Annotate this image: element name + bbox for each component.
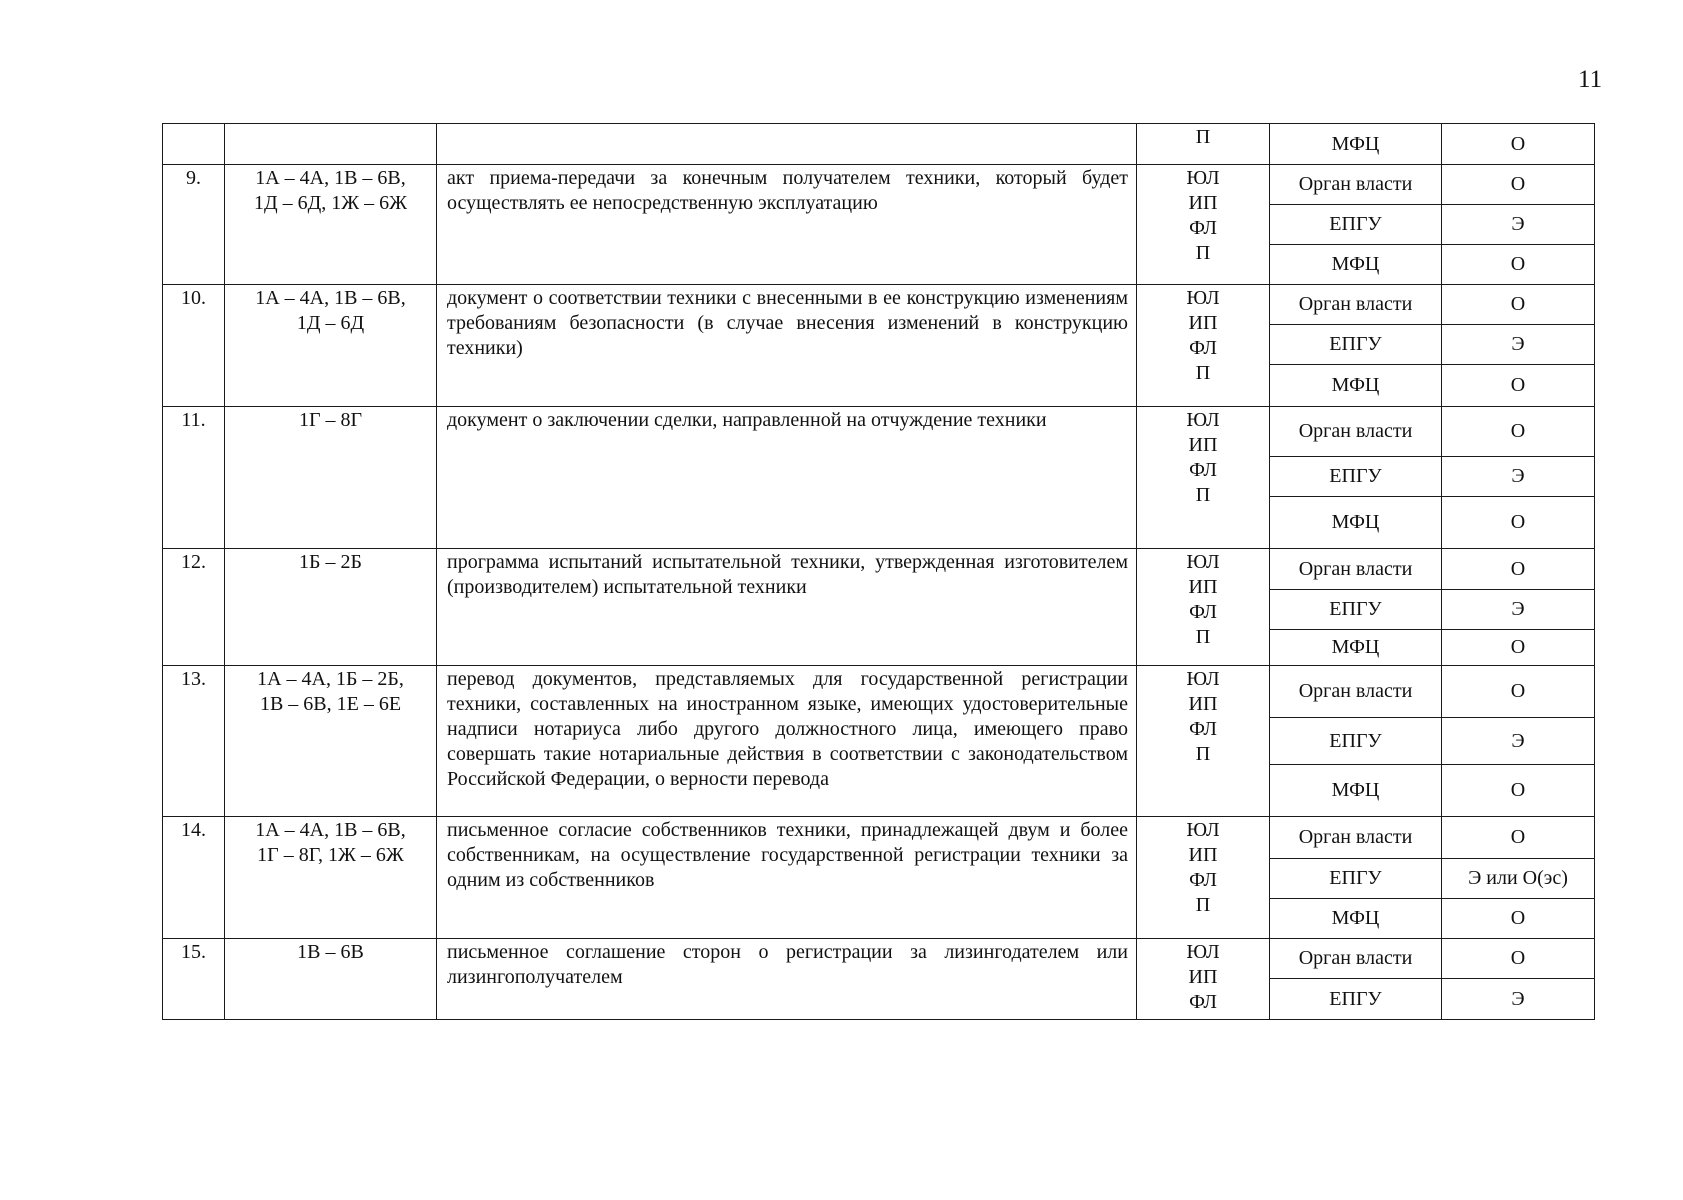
submission-form: Э xyxy=(1442,205,1595,245)
submission-form: О xyxy=(1442,497,1595,549)
applicant-type: ЮЛ xyxy=(1186,409,1220,431)
applicant-types xyxy=(1137,124,1270,165)
category-line: 1В – 6В xyxy=(297,941,364,963)
applicant-type: ИП xyxy=(1188,192,1218,214)
submission-form: О xyxy=(1442,285,1595,325)
applicant-type: ФЛ xyxy=(1189,601,1217,623)
vehicle-categories xyxy=(225,407,437,549)
category-line: 1В – 6В, 1Е – 6Е xyxy=(259,693,402,715)
submission-channel: Орган власти xyxy=(1270,285,1442,325)
row-number: 15. xyxy=(163,939,225,1020)
table-row xyxy=(163,285,1595,325)
submission-form: О xyxy=(1442,939,1595,979)
submission-channel: МФЦ xyxy=(1270,765,1442,817)
document-description: перевод документов, представляемых для государственной регистрации техники, составленных на иностранном языке, имеющих удостоверительные надписи нотариуса либо другого должностного лица, имеющего право совершать такие нотариальные действия в соответствии с законодательством Российской Федерации, о верности перевода xyxy=(437,666,1137,817)
category-line: 1Г – 8Г xyxy=(298,409,363,431)
submission-channel: ЕПГУ xyxy=(1270,859,1442,899)
applicant-type: П xyxy=(1195,626,1211,648)
document-description: письменное соглашение сторон о регистрации за лизингодателем или лизингополучателем xyxy=(437,939,1137,1020)
submission-channel: МФЦ xyxy=(1270,497,1442,549)
submission-channel: ЕПГУ xyxy=(1270,205,1442,245)
submission-channel: ЕПГУ xyxy=(1270,718,1442,765)
submission-channel: ЕПГУ xyxy=(1270,325,1442,365)
submission-channel: Орган власти xyxy=(1270,407,1442,457)
table-row xyxy=(163,666,1595,718)
applicant-type: ФЛ xyxy=(1189,869,1217,891)
row-number: 14. xyxy=(163,817,225,939)
applicant-type: ИП xyxy=(1188,966,1218,988)
applicant-types xyxy=(1137,666,1270,817)
applicant-type: П xyxy=(1195,362,1211,384)
submission-form: Э xyxy=(1442,718,1595,765)
category-line: 1Б – 2Б xyxy=(299,551,362,573)
category-line: 1Д – 6Д xyxy=(296,312,365,334)
applicant-type: ФЛ xyxy=(1189,337,1217,359)
applicant-type: ЮЛ xyxy=(1186,167,1220,189)
submission-form: Э xyxy=(1442,457,1595,497)
applicant-type: ФЛ xyxy=(1189,217,1217,239)
applicant-type: ЮЛ xyxy=(1186,941,1220,963)
applicant-type: ИП xyxy=(1188,693,1218,715)
vehicle-categories xyxy=(225,549,437,666)
submission-form: О xyxy=(1442,817,1595,859)
category-line: 1А – 4А, 1В – 6В, xyxy=(255,167,406,189)
document-description xyxy=(437,124,1137,165)
row-number: 13. xyxy=(163,666,225,817)
submission-channel: МФЦ xyxy=(1270,899,1442,939)
submission-form: Э xyxy=(1442,325,1595,365)
category-line: 1А – 4А, 1В – 6В, xyxy=(255,819,406,841)
submission-form: Э xyxy=(1442,590,1595,630)
applicant-types xyxy=(1137,817,1270,939)
submission-channel: МФЦ xyxy=(1270,630,1442,666)
vehicle-categories xyxy=(225,165,437,285)
vehicle-categories xyxy=(225,817,437,939)
applicant-type: П xyxy=(1195,894,1211,916)
submission-form: О xyxy=(1442,365,1595,407)
submission-channel: Орган власти xyxy=(1270,549,1442,590)
category-line: 1А – 4А, 1В – 6В, xyxy=(255,287,406,309)
applicant-type: ЮЛ xyxy=(1186,551,1220,573)
document-description: документ о соответствии техники с внесенными в ее конструкцию изменениям требованиям безопасности (в случае внесения изменений в конструкцию техники) xyxy=(437,285,1137,407)
vehicle-categories xyxy=(225,285,437,407)
row-number xyxy=(163,124,225,165)
submission-channel: Орган власти xyxy=(1270,939,1442,979)
applicant-type: ИП xyxy=(1188,844,1218,866)
table-body xyxy=(163,124,1595,1020)
applicant-type: П xyxy=(1195,484,1211,506)
submission-channel: МФЦ xyxy=(1270,365,1442,407)
submission-channel: ЕПГУ xyxy=(1270,979,1442,1020)
submission-channel: Орган власти xyxy=(1270,817,1442,859)
row-number: 12. xyxy=(163,549,225,666)
submission-form: О xyxy=(1442,899,1595,939)
submission-form: О xyxy=(1442,124,1595,165)
document-description: акт приема-передачи за конечным получателем техники, который будет осуществлять ее непосредственную эксплуатацию xyxy=(437,165,1137,285)
applicant-types xyxy=(1137,407,1270,549)
applicant-type: ЮЛ xyxy=(1186,819,1220,841)
applicant-type: ЮЛ xyxy=(1186,287,1220,309)
submission-channel: Орган власти xyxy=(1270,165,1442,205)
applicant-type: ИП xyxy=(1188,434,1218,456)
table-row xyxy=(163,407,1595,457)
document-description: документ о заключении сделки, направленной на отчуждение техники xyxy=(437,407,1137,549)
submission-channel: ЕПГУ xyxy=(1270,590,1442,630)
row-number: 10. xyxy=(163,285,225,407)
category-line: 1Д – 6Д, 1Ж – 6Ж xyxy=(253,192,408,214)
table-row xyxy=(163,939,1595,979)
row-number: 9. xyxy=(163,165,225,285)
table-row xyxy=(163,817,1595,859)
applicant-type: ЮЛ xyxy=(1186,668,1220,690)
submission-form: Э xyxy=(1442,979,1595,1020)
document-description: программа испытаний испытательной техники, утвержденная изготовителем (производителем) испытательной техники xyxy=(437,549,1137,666)
applicant-types xyxy=(1137,165,1270,285)
submission-form: О xyxy=(1442,165,1595,205)
submission-form: О xyxy=(1442,407,1595,457)
applicant-types xyxy=(1137,549,1270,666)
vehicle-categories xyxy=(225,124,437,165)
applicant-type: ИП xyxy=(1188,576,1218,598)
submission-channel: Орган власти xyxy=(1270,666,1442,718)
submission-channel: ЕПГУ xyxy=(1270,457,1442,497)
applicant-type: ФЛ xyxy=(1189,459,1217,481)
submission-form: О xyxy=(1442,630,1595,666)
documents-table xyxy=(162,123,1595,1020)
applicant-types xyxy=(1137,285,1270,407)
document-description: письменное согласие собственников техники, принадлежащей двум и более собственникам, на осуществление государственной регистрации техники за одним из собственников xyxy=(437,817,1137,939)
applicant-type: П xyxy=(1195,126,1211,148)
applicant-type: П xyxy=(1195,242,1211,264)
applicant-types xyxy=(1137,939,1270,1020)
submission-form: Э или О(эс) xyxy=(1442,859,1595,899)
applicant-type: ИП xyxy=(1188,312,1218,334)
table-row xyxy=(163,124,1595,165)
submission-channel: МФЦ xyxy=(1270,124,1442,165)
vehicle-categories xyxy=(225,666,437,817)
applicant-type: П xyxy=(1195,743,1211,765)
table-row xyxy=(163,165,1595,205)
category-line: 1А – 4А, 1Б – 2Б, xyxy=(257,668,404,690)
applicant-type: ФЛ xyxy=(1189,991,1217,1013)
submission-form: О xyxy=(1442,666,1595,718)
row-number: 11. xyxy=(163,407,225,549)
submission-channel: МФЦ xyxy=(1270,245,1442,285)
table-row xyxy=(163,549,1595,590)
vehicle-categories xyxy=(225,939,437,1020)
page-number: 11 xyxy=(1578,66,1603,93)
category-line: 1Г – 8Г, 1Ж – 6Ж xyxy=(257,844,404,866)
submission-form: О xyxy=(1442,245,1595,285)
applicant-type: ФЛ xyxy=(1189,718,1217,740)
submission-form: О xyxy=(1442,765,1595,817)
submission-form: О xyxy=(1442,549,1595,590)
